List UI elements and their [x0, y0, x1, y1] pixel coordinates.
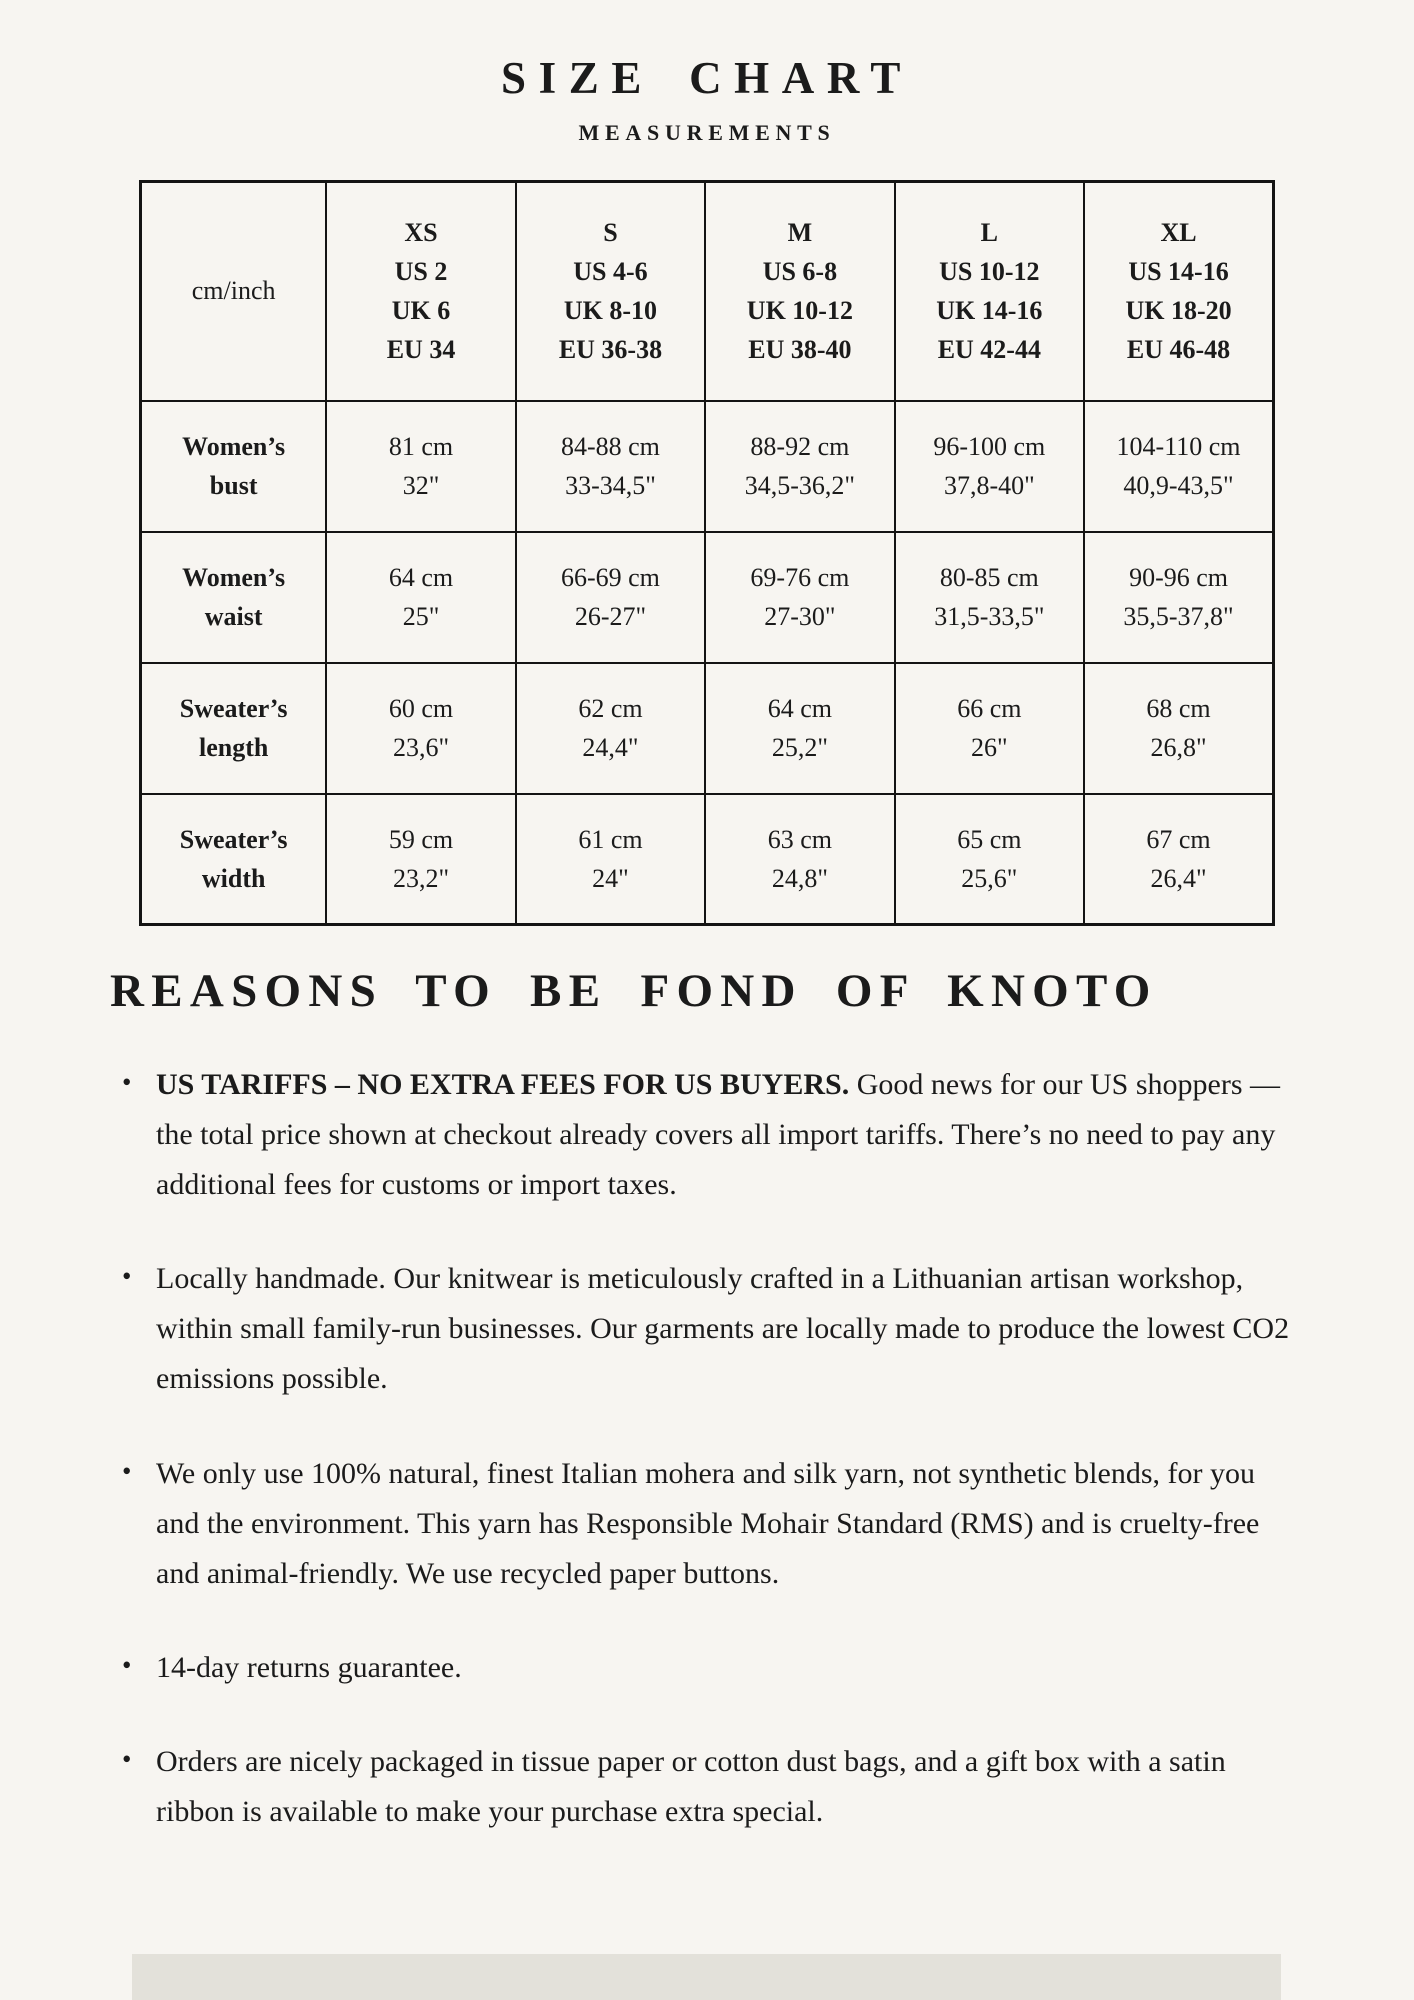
eu-size: EU 34 [386, 335, 456, 365]
measurement-cell: 90-96 cm 35,5-37,8" [1084, 532, 1273, 663]
reasons-section-heading: REASONS TO BE FOND OF KNOTO [110, 965, 1158, 1017]
size-label: S [603, 218, 618, 248]
size-label: XS [404, 218, 438, 248]
measurement-cell: 66 cm 26" [895, 663, 1084, 794]
row-label-cell: Women’s bust [141, 401, 327, 532]
measurement-cell: 68 cm 26,8" [1084, 663, 1273, 794]
measurement-cell: 63 cm 24,8" [705, 794, 894, 925]
uk-size: UK 8-10 [563, 296, 658, 326]
size-label: XL [1160, 218, 1197, 248]
row-label-cell: Sweater’s length [141, 663, 327, 794]
eu-size: EU 46-48 [1126, 335, 1231, 365]
reason-bold-lead: US TARIFFS – NO EXTRA FEES FOR US BUYERS. [156, 1068, 850, 1101]
table-row-womens-waist [141, 532, 1274, 663]
uk-size: UK 10-12 [746, 296, 853, 326]
size-label: L [980, 218, 998, 248]
reason-text: Locally handmade. Our knitwear is meticulously crafted in a Lithuanian artisan workshop, within small family-run businesses. Our garments are locally made to produce the lowest CO2 emissions possible. [156, 1262, 1290, 1396]
uk-size: UK 6 [391, 296, 451, 326]
reason-text: Good news for our US shoppers — the total price shown at checkout already covers all import tariffs. There’s no need to pay any additional fees for customs or import taxes. [156, 1068, 1280, 1202]
reason-text: We only use 100% natural, finest Italian mohera and silk yarn, not synthetic blends, for you and the environment. This yarn has Responsible Mohair Standard (RMS) and is cruelty-free and animal-friendly. We use recycled paper buttons. [156, 1456, 1260, 1590]
table-row-sweaters-width [141, 794, 1274, 925]
measurement-cell: 67 cm 26,4" [1084, 794, 1273, 925]
eu-size: EU 42-44 [937, 335, 1041, 365]
us-size: US 10-12 [939, 257, 1040, 287]
measurement-cell: 88-92 cm 34,5-36,2" [705, 401, 894, 532]
page-title: SIZE CHART [501, 53, 913, 103]
size-header-cell-s [516, 182, 705, 401]
eu-size: EU 36-38 [558, 335, 663, 365]
measurement-cell: 80-85 cm 31,5-33,5" [895, 532, 1084, 663]
measurement-cell: 61 cm 24" [516, 794, 705, 925]
row-label-cell: Women’s waist [141, 532, 327, 663]
table-header-row [141, 182, 1274, 401]
measurement-cell: 96-100 cm 37,8-40" [895, 401, 1084, 532]
size-chart-table [139, 180, 1275, 926]
measurement-cell: 62 cm 24,4" [516, 663, 705, 794]
reason-item-packaging [112, 1737, 1296, 1837]
table-row-womens-bust [141, 401, 1274, 532]
measurement-cell: 60 cm 23,6" [326, 663, 515, 794]
size-header-cell-xs [326, 182, 515, 401]
us-size: US 2 [394, 257, 448, 287]
reason-text: 14-day returns guarantee. [156, 1650, 462, 1684]
size-header-cell-m [705, 182, 894, 401]
reason-text: Orders are nicely packaged in tissue paper or cotton dust bags, and a gift box with a satin ribbon is available to make your purchase extra special. [156, 1744, 1226, 1829]
us-size: US 4-6 [573, 257, 648, 287]
measurement-cell: 64 cm 25,2" [705, 663, 894, 794]
unit-header-cell: cm/inch [141, 182, 327, 401]
uk-size: UK 14-16 [936, 296, 1043, 326]
reason-item-natural-yarn [112, 1449, 1296, 1599]
size-label: M [787, 218, 813, 248]
eu-size: EU 38-40 [748, 335, 852, 365]
table-row-sweaters-length [141, 663, 1274, 794]
footer-gray-block [132, 1954, 1281, 2000]
measurement-cell: 104-110 cm 40,9-43,5" [1084, 401, 1273, 532]
reason-item-returns [112, 1643, 1296, 1693]
us-size: US 14-16 [1128, 257, 1229, 287]
size-header-cell-xl [1084, 182, 1273, 401]
reason-item-us-tariffs [112, 1060, 1296, 1210]
measurement-cell: 66-69 cm 26-27" [516, 532, 705, 663]
reason-item-locally-handmade [112, 1254, 1296, 1404]
measurement-cell: 81 cm 32" [326, 401, 515, 532]
measurement-cell: 65 cm 25,6" [895, 794, 1084, 925]
measurement-cell: 69-76 cm 27-30" [705, 532, 894, 663]
measurement-cell: 84-88 cm 33-34,5" [516, 401, 705, 532]
measurement-cell: 64 cm 25" [326, 532, 515, 663]
us-size: US 6-8 [762, 257, 838, 287]
row-label-cell: Sweater’s width [141, 794, 327, 925]
measurement-cell: 59 cm 23,2" [326, 794, 515, 925]
reasons-list [0, 1060, 1414, 1837]
uk-size: UK 18-20 [1125, 296, 1232, 326]
page-subtitle: MEASUREMENTS [578, 120, 836, 145]
size-header-cell-l [895, 182, 1084, 401]
